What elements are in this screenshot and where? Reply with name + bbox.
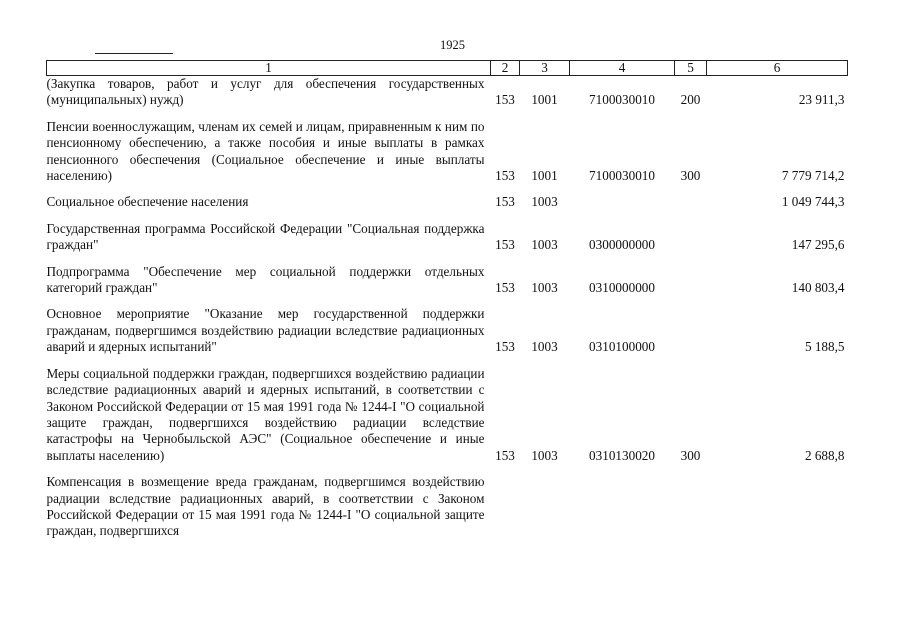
row-vr — [675, 306, 707, 355]
column-header-5: 5 — [675, 61, 707, 76]
row-csr: 0310000000 — [589, 280, 655, 296]
row-name: Компенсация в возмещение вреда гражданам, подвергшимся воздействию радиации вследствие радиационных аварий, в соответствии с Законом Российской Федерации от 15 мая 1991 года № 1244-I "О социальной защите граждан, подвергшихся — [46, 474, 485, 539]
column-header-6: 6 — [707, 61, 848, 76]
column-header-4: 4 — [570, 61, 675, 76]
row-csr: 7100030010 — [589, 168, 655, 184]
row-csr — [570, 194, 675, 210]
row-razdel: 1003 — [531, 280, 558, 296]
table-row — [47, 366, 848, 464]
table-row — [47, 474, 848, 540]
row-vr — [675, 221, 707, 254]
page-number: 1925 — [440, 38, 465, 52]
row-vr: 200 — [680, 92, 701, 108]
header-rule — [95, 53, 173, 54]
row-sum — [707, 474, 848, 540]
column-header-2: 2 — [491, 61, 520, 76]
row-razdel: 1003 — [531, 447, 558, 463]
row-csr: 7100030010 — [589, 92, 655, 108]
row-csr: 0310130020 — [589, 447, 655, 463]
row-vr — [675, 264, 707, 297]
row-name: (Закупка товаров, работ и услуг для обеспечения государственных (муниципальных) нужд) — [46, 76, 485, 108]
row-name: Основное мероприятие "Оказание мер государственной поддержки гражданам, подвергшимся воздействию радиации вследствие радиационных аварий и ядерных испытаний" — [46, 306, 485, 355]
row-csr: 0300000000 — [589, 237, 655, 253]
row-grbs: 153 — [495, 339, 515, 355]
row-csr — [570, 474, 675, 540]
row-razdel: 1003 — [531, 194, 558, 210]
table-row — [47, 194, 848, 210]
row-sum: 7 779 714,2 — [781, 168, 845, 184]
row-grbs: 153 — [495, 447, 515, 463]
table-row — [47, 221, 848, 254]
row-razdel: 1001 — [531, 168, 558, 184]
row-sum: 2 688,8 — [804, 447, 845, 463]
row-grbs — [491, 474, 520, 540]
row-razdel: 1001 — [531, 92, 558, 108]
table-row — [47, 119, 848, 185]
row-name: Меры социальной поддержки граждан, подвергшихся воздействию радиации вследствие радиационных аварий и ядерных испытаний, в соответствии с Законом Российской Федерации от 15 мая 1991 года № 1244-I "О социальной защите граждан, подвергшихся воздействию радиации вследствие катастрофы на Чернобыльской АЭС" (Социальное обеспечение и иные выплаты населению) — [46, 365, 485, 463]
row-sum: 23 911,3 — [798, 92, 845, 108]
column-header-1: 1 — [47, 61, 491, 76]
table-row — [47, 306, 848, 355]
row-sum: 1 049 744,3 — [781, 194, 845, 210]
row-name: Социальное обеспечение населения — [46, 194, 249, 210]
budget-table — [46, 60, 848, 540]
column-header-3: 3 — [520, 61, 570, 76]
row-sum: 147 295,6 — [791, 237, 845, 253]
row-vr — [675, 474, 707, 540]
row-grbs: 153 — [495, 280, 515, 296]
row-vr: 300 — [680, 168, 701, 184]
table-row — [47, 76, 848, 109]
table-row — [47, 264, 848, 297]
row-name: Пенсии военнослужащим, членам их семей и лицам, приравненным к ним по пенсионному обеспечению, а также пособия и иные выплаты в рамках пенсионного обеспечения (Социальное обеспечение и иные выплаты населению) — [46, 118, 485, 184]
row-razdel: 1003 — [531, 339, 558, 355]
row-grbs: 153 — [495, 194, 515, 210]
row-grbs: 153 — [495, 237, 515, 253]
row-sum: 5 188,5 — [804, 339, 845, 355]
row-vr: 300 — [680, 447, 701, 463]
row-razdel: 1003 — [531, 237, 558, 253]
row-name: Подпрограмма "Обеспечение мер социальной поддержки отдельных категорий граждан" — [46, 263, 485, 296]
row-grbs: 153 — [495, 92, 515, 108]
column-number-row — [47, 61, 848, 76]
row-vr — [675, 194, 707, 210]
row-grbs: 153 — [495, 168, 515, 184]
row-sum: 140 803,4 — [791, 280, 845, 296]
row-name: Государственная программа Российской Федерации "Социальная поддержка граждан" — [46, 220, 485, 253]
row-csr: 0310100000 — [589, 339, 655, 355]
row-razdel — [520, 474, 570, 540]
